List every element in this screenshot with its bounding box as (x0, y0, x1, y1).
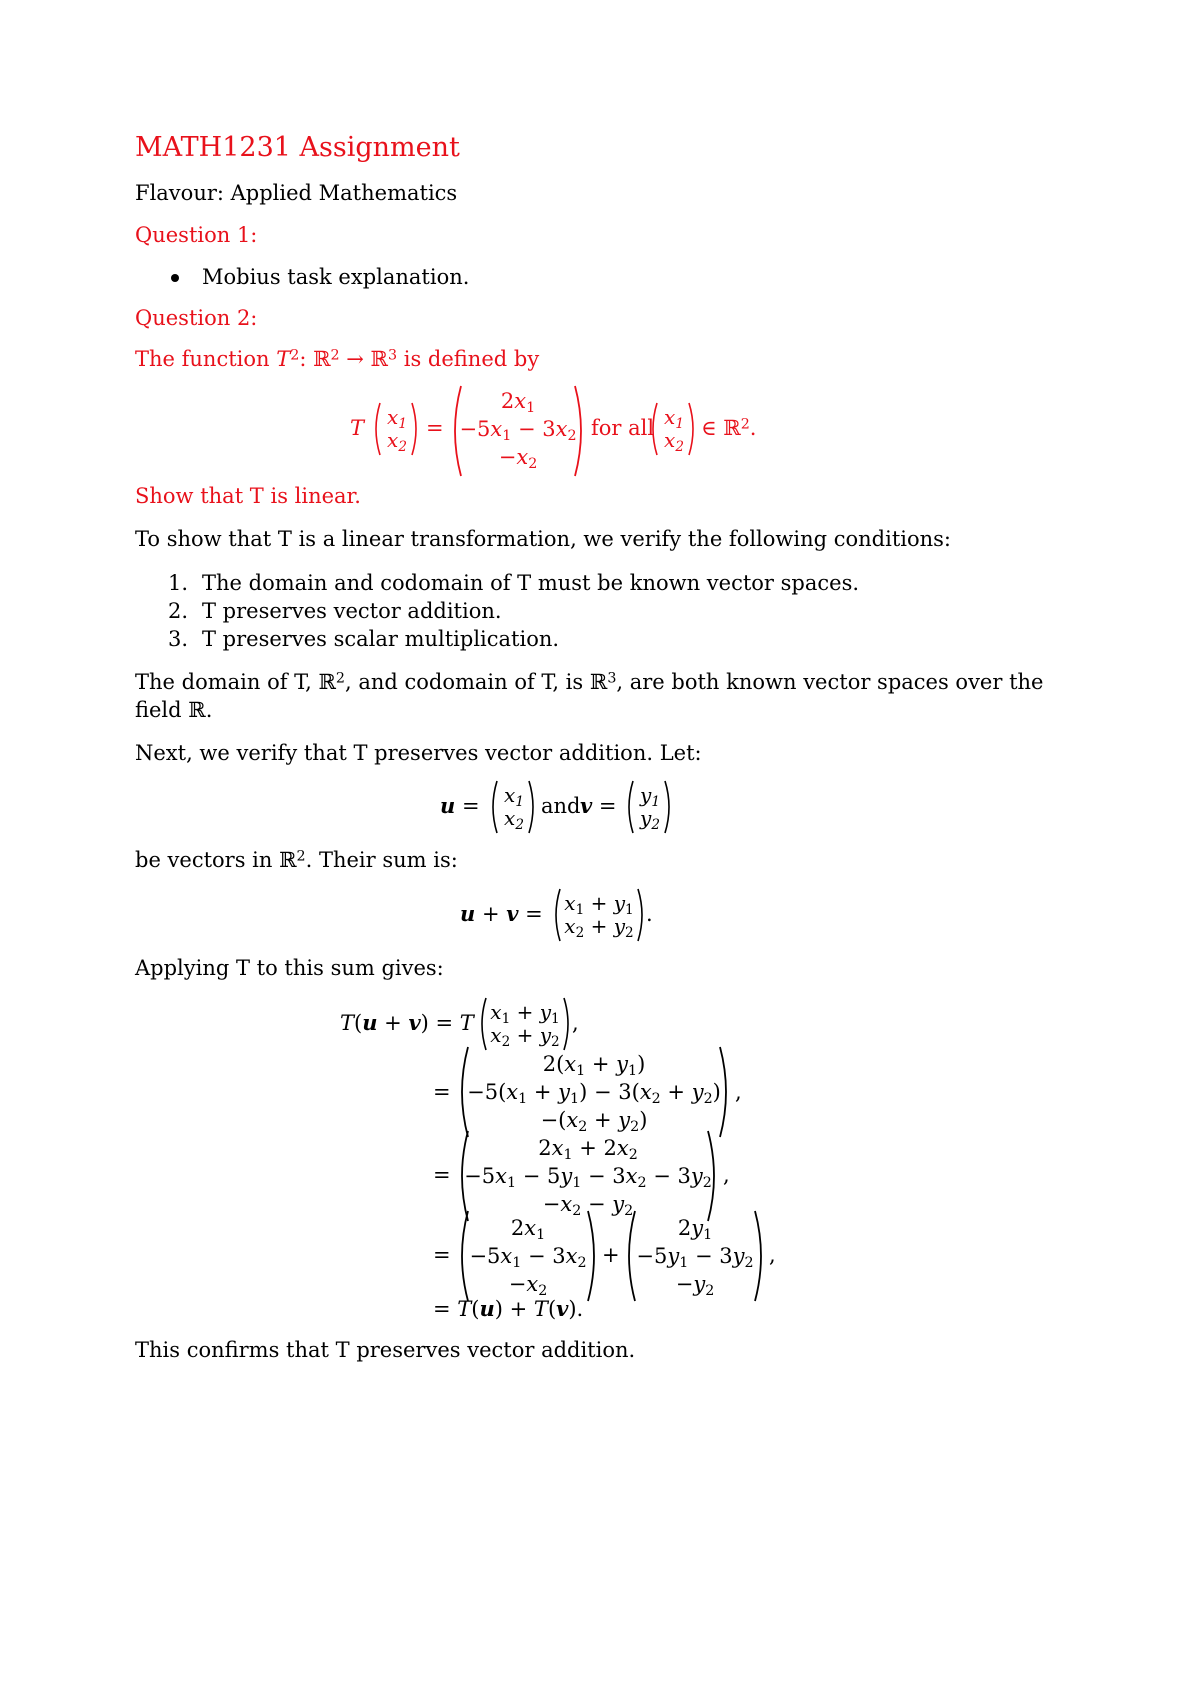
definition-suffix: is defined by (397, 347, 540, 371)
and-text: and (541, 794, 581, 818)
intro-text: To show that T is a linear transformation, we verify the following conditions: (135, 527, 952, 551)
show-linear-statement: Show that T is linear. (135, 484, 361, 508)
question-2-heading: Question 2: (135, 306, 258, 330)
definition-line: The function $T^2$: ℝ$^2$ → ℝ$^3$ is defined by (135, 347, 540, 371)
flavour-line: Flavour: Applied Mathematics (135, 181, 458, 205)
condition-3: T preserves scalar multiplication. (202, 627, 560, 651)
for-all-text: for all (591, 416, 655, 440)
question-1-heading: Question 1: (135, 223, 258, 247)
applying-text: Applying T to this sum gives: (135, 956, 444, 980)
domain-paragraph-line-1: The domain of T, ℝ$^2$, and codomain of T, is ℝ$^3$, are both known vector spaces over the (135, 670, 1044, 694)
condition-1: The domain and codomain of T must be known vector spaces. (202, 571, 860, 595)
be-vectors-text: be vectors in ℝ$^2$. Their sum is: (135, 848, 458, 872)
definition-prefix: The function (135, 347, 277, 371)
assignment-title: MATH1231 Assignment (135, 132, 460, 163)
document-page: MATH1231 Assignment Flavour: Applied Mathematics Question 1: Mobius task explanation. Question 2: The function $T^2$: ℝ$^2$ → ℝ$^3$ is defined by T $x_1$ $x_2$ = $2x_1$ $-5x_1 - 3x_2$ $-x_2$ for all $x_1$ $x_2$ ∈ ℝ$^2$. Show that T is linear. To show that T is a linear transformation, we verify the following conditions: 1. The domain and codomain of T must be known vector spaces. 2. T preserves vector addition. 3. T preserves scalar multiplication. The domain of T, ℝ$^2$, and codomain of T, is ℝ$^3$, are both known vector spaces over the field ℝ. Next, we verify that T preserves vector addition. Let: u = $x_1$ $x_2$ and v = $y_1$ $y_2$ be vectors in ℝ$^2$. Their sum is: u + v = $x_1 + y_1$ $x_2 + y_2$ . Applying T to this sum gives: T(u + v) = T $x_1 + y_1$ $x_2 + y_2$ , = $2(x_1 + y_1)$ $-5(x_1 + y_1) - 3(x_2 + y_2)$ $-(x_2 + y_2)$ , = $2x_1 + 2x_2$ $-5x_1 - 5y_1 - 3x_2 - 3y_2$ $-x_2 - y_2$ , = $2x_1$ $-5x_1 - 3x_2$ $-x_2$ + $2y_1$ $-5y_1 - 3y_2$ $-y_2$ , = T(u) + T(v). This confirms that T preserves vector addition. (0, 0, 1200, 1696)
question-1-bullet-text: Mobius task explanation. (202, 265, 470, 289)
bullet-icon (171, 274, 179, 282)
next-step-text: Next, we verify that T preserves vector addition. Let: (135, 741, 702, 765)
condition-2: T preserves vector addition. (202, 599, 502, 623)
domain-paragraph-line-2: field ℝ. (135, 698, 213, 722)
conclusion-text: This confirms that T preserves vector addition. (135, 1338, 636, 1362)
